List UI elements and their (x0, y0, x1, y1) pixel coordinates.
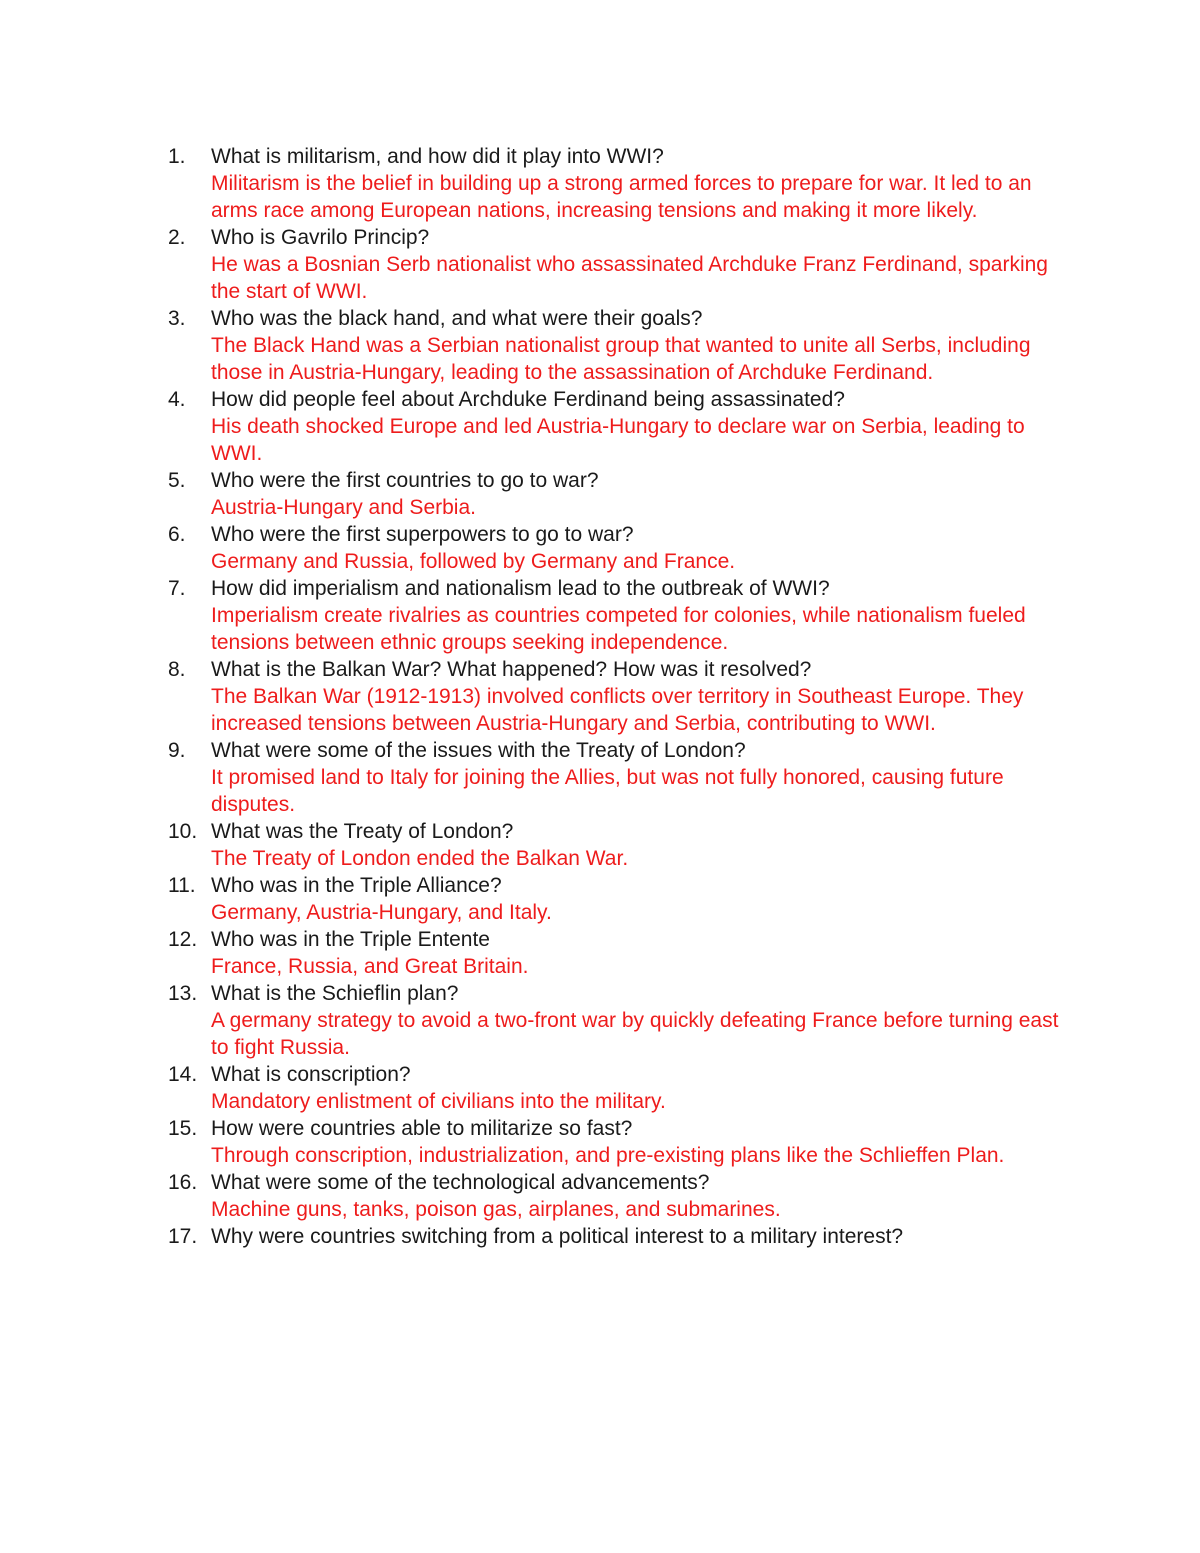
item-number: 5. (168, 469, 186, 492)
answer-text: Austria-Hungary and Serbia. (211, 496, 476, 519)
question-text: How did people feel about Archduke Ferdinand being assassinated? (211, 388, 845, 411)
question-text: What were some of the technological advancements? (211, 1171, 710, 1194)
answer-text: The Treaty of London ended the Balkan War. (211, 847, 629, 870)
answer-text: Mandatory enlistment of civilians into the military. (211, 1090, 666, 1113)
list-item (0, 305, 1200, 386)
list-item (0, 521, 1200, 575)
question-text: What were some of the issues with the Treaty of London? (211, 739, 746, 762)
question-text: Why were countries switching from a political interest to a military interest? (211, 1225, 904, 1248)
question-text: Who is Gavrilo Princip? (211, 226, 430, 249)
list-item (0, 926, 1200, 980)
item-number: 16. (168, 1171, 198, 1194)
item-number: 9. (168, 739, 186, 762)
question-text: What is conscription? (211, 1063, 411, 1086)
answer-text: Militarism is the belief in building up a strong armed forces to prepare for war. It led to an arms race among European nations, increasing tensions and making it more likely. (211, 172, 1032, 222)
item-number: 13. (168, 982, 198, 1005)
list-item (0, 143, 1200, 224)
answer-text: It promised land to Italy for joining the Allies, but was not fully honored, causing future disputes. (211, 766, 1004, 816)
item-number: 10. (168, 820, 198, 843)
question-text: How did imperialism and nationalism lead to the outbreak of WWI? (211, 577, 830, 600)
list-item (0, 818, 1200, 872)
question-answer-list (0, 143, 1200, 1250)
list-item (0, 1223, 1200, 1250)
answer-text: A germany strategy to avoid a two-front war by quickly defeating France before turning east to fight Russia. (211, 1009, 1059, 1059)
item-number: 6. (168, 523, 186, 546)
list-item (0, 1115, 1200, 1169)
question-text: Who were the first superpowers to go to war? (211, 523, 634, 546)
answer-text: Through conscription, industrialization, and pre-existing plans like the Schlieffen Plan. (211, 1144, 1005, 1167)
list-item (0, 980, 1200, 1061)
answer-text: He was a Bosnian Serb nationalist who assassinated Archduke Franz Ferdinand, sparking the start of WWI. (211, 253, 1048, 303)
question-text: What is the Schieflin plan? (211, 982, 459, 1005)
answer-text: France, Russia, and Great Britain. (211, 955, 529, 978)
item-number: 14. (168, 1063, 198, 1086)
list-item (0, 1169, 1200, 1223)
item-number: 1. (168, 145, 186, 168)
question-text: Who was in the Triple Entente (211, 928, 490, 951)
answer-text: His death shocked Europe and led Austria-Hungary to declare war on Serbia, leading to WWI. (211, 415, 1025, 465)
list-item (0, 872, 1200, 926)
item-number: 2. (168, 226, 186, 249)
list-item (0, 575, 1200, 656)
item-number: 11. (168, 874, 196, 897)
list-item (0, 386, 1200, 467)
item-number: 17. (168, 1225, 198, 1248)
list-item (0, 467, 1200, 521)
item-number: 4. (168, 388, 186, 411)
question-text: What is militarism, and how did it play into WWI? (211, 145, 664, 168)
answer-text: Imperialism create rivalries as countries competed for colonies, while nationalism fueled tensions between ethnic groups seeking independence. (211, 604, 1026, 654)
item-number: 7. (168, 577, 186, 600)
item-number: 15. (168, 1117, 198, 1140)
answer-text: The Black Hand was a Serbian nationalist group that wanted to unite all Serbs, including those in Austria-Hungary, leading to the assassination of Archduke Ferdinand. (211, 334, 1031, 384)
answer-text: Germany and Russia, followed by Germany and France. (211, 550, 736, 573)
question-text: Who were the first countries to go to war? (211, 469, 599, 492)
question-text: What is the Balkan War? What happened? How was it resolved? (211, 658, 812, 681)
question-text: What was the Treaty of London? (211, 820, 514, 843)
question-text: Who was the black hand, and what were their goals? (211, 307, 703, 330)
answer-text: Machine guns, tanks, poison gas, airplanes, and submarines. (211, 1198, 781, 1221)
list-item (0, 224, 1200, 305)
item-number: 3. (168, 307, 186, 330)
answer-text: Germany, Austria-Hungary, and Italy. (211, 901, 552, 924)
list-item (0, 1061, 1200, 1115)
answer-text: The Balkan War (1912-1913) involved conflicts over territory in Southeast Europe. They increased tensions between Austria-Hungary and Serbia, contributing to WWI. (211, 685, 1024, 735)
item-number: 12. (168, 928, 198, 951)
item-number: 8. (168, 658, 186, 681)
question-text: How were countries able to militarize so fast? (211, 1117, 633, 1140)
list-item (0, 737, 1200, 818)
question-text: Who was in the Triple Alliance? (211, 874, 502, 897)
list-item (0, 656, 1200, 737)
